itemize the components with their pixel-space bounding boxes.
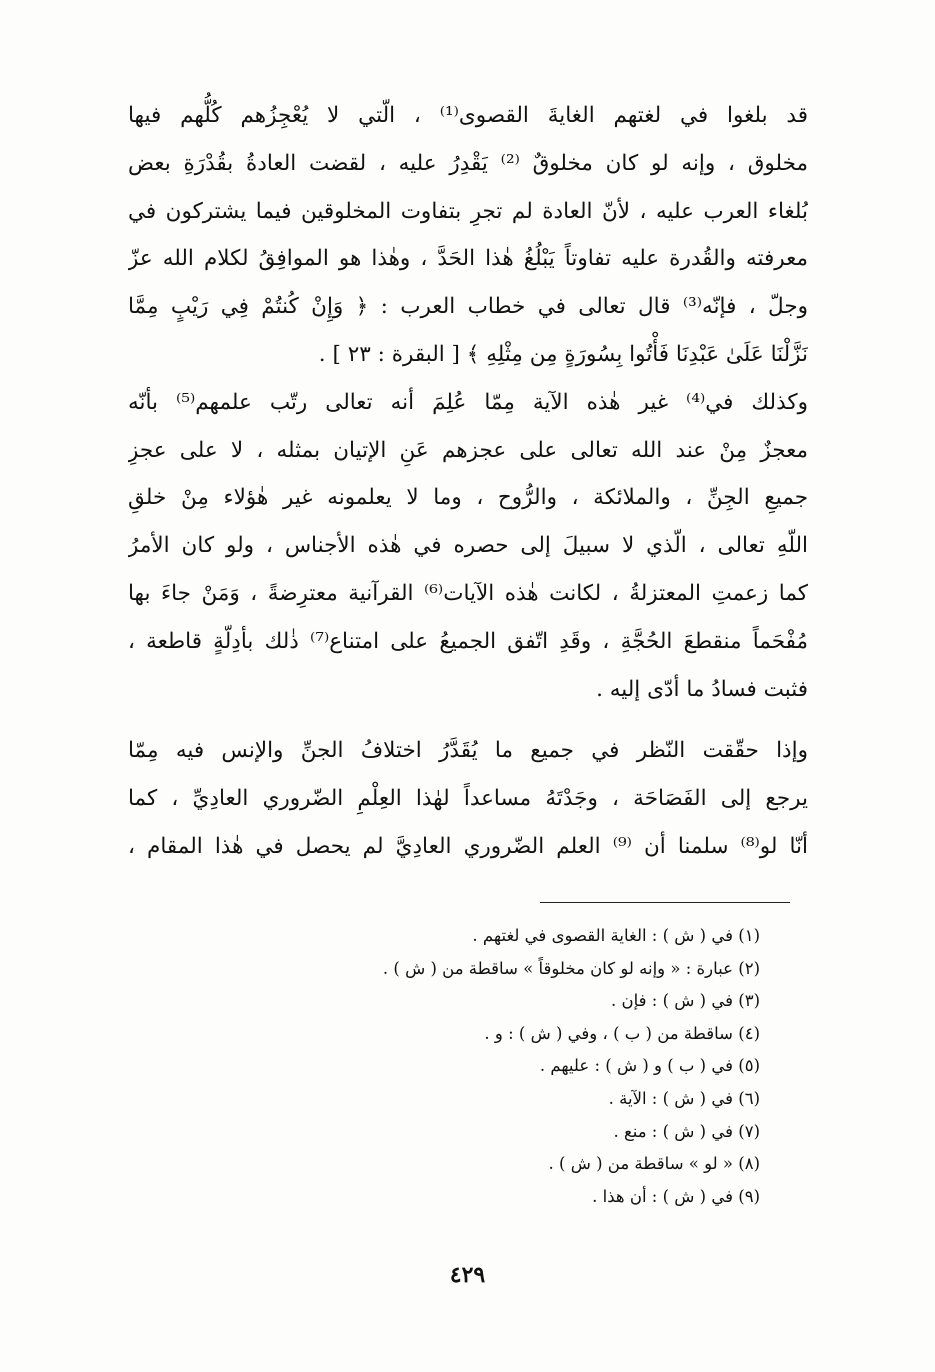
text-line: اللّهِ تعالى ، الّذي لا سبيلَ إلى حصره في هٰذه الأجناس ، ولو كان الأمرُ [128,533,808,559]
footnote: (٥) في ( ب ) و ( ش ) : عليهم . [539,1056,760,1076]
text-line: بُلغاء العرب عليه ، لأنّ العادة لم تجرِ بتفاوت المخلوقين فيما يشتركون في [128,198,808,224]
text-line: يرجع إلى الفَصَاحَة ، وجَدْتَهُ مساعداً لهٰذا العِلْمِ الضّروري العادِيِّ ، كما [128,786,808,812]
text-line: أنّا لو⁽⁸⁾ سلمنا أن ⁽⁹⁾ العلم الضّروري العادِيَّ لم يحصل في هٰذا المقام ، [128,833,808,859]
paragraph [128,727,808,870]
text-line: وجلّ ، فإنّه⁽³⁾ قال تعالى في خطاب العرب : ﴿ وَإِنْ كُنتُمْ فِي رَيْبٍ مِمَّا [128,294,808,320]
footnote: (١) في ( ش ) : الغاية القصوى في لغتهم . [472,926,760,945]
footnote: (٦) في ( ش ) : الآية . [608,1088,760,1108]
paragraph [128,92,808,379]
text-line: وإذا حقّقت النّظر في جميع ما يُقَدَّرُ اختلافُ الجنِّ والإنس فيه مِمّا [128,738,808,764]
footnote: (٢) عبارة : « وإنه لو كان مخلوقاً » ساقطة من ( ش ) . [382,958,760,978]
footnote-separator [540,902,790,903]
page-number: ٤٢٩ [449,1262,486,1288]
text-line: قد بلغوا في لغتهم الغايةَ القصوى⁽¹⁾ ، الّتي لا يُعْجِزُهم كُلُّهم فيها [128,103,808,128]
footnote: (٩) في ( ش ) : أن هذا . [592,1186,760,1206]
text-line: مخلوق ، وإنه لو كان مخلوقٌ ⁽²⁾ يَقْدِرُ عليه ، لقضت العادةُ بقُدْرَةِ بعض [128,150,808,176]
paragraph-gap [128,713,808,727]
text-line: معرفته والقُدرة عليه تفاوتاً يَبْلُغُ هٰذا الحَدَّ ، وهٰذا هو الموافِقُ لكلام الله عزّ [128,246,808,272]
text-line: جميعِ الجِنِّ ، والملائكة ، والرُّوح ، وما لا يعلمونه غير هٰؤلاء مِنْ خلقِ [128,485,808,511]
text-line: معجزٌ مِنْ عند الله تعالى على عجزهم عَنِ الإتيان بمثله ، لا على عجزِ [128,437,808,463]
text-line: وكذلك في⁽⁴⁾ غير هٰذه الآية مِمّا عُلِمَ أنه تعالى رتّب علمهم⁽⁵⁾ بأنّه [128,389,808,415]
text-line: مُفْحَماً منقطعَ الحُجَّةِ ، وقَدِ اتّفق الجميعُ على امتناع⁽⁷⁾ ذٰلك بأدِلّةٍ قاطعة ، [128,628,808,654]
text-line: فثبت فسادُ ما أدّى إليه . [596,676,808,702]
main-text [128,92,808,871]
paragraph [128,379,808,714]
footnotes [300,920,760,1213]
footnote: (٧) في ( ش ) : منع . [613,1121,760,1141]
footnote: (٨) « لو » ساقطة من ( ش ) . [548,1154,760,1174]
text-line: نَزَّلْنَا عَلَىٰ عَبْدِنَا فَأْتُوا بِسُورَةٍ مِن مِثْلِهِ ﴾ [ البقرة : ٢٣ ] . [318,341,808,367]
text-line: كما زعمتِ المعتزلةُ ، لكانت هٰذه الآيات⁽⁶⁾ القرآنية معترِضةً ، وَمَنْ جاءَ بها [128,580,808,606]
footnote: (٤) ساقطة من ( ب ) ، وفي ( ش ) : و . [484,1023,760,1043]
footnote: (٣) في ( ش ) : فإن . [611,991,760,1011]
